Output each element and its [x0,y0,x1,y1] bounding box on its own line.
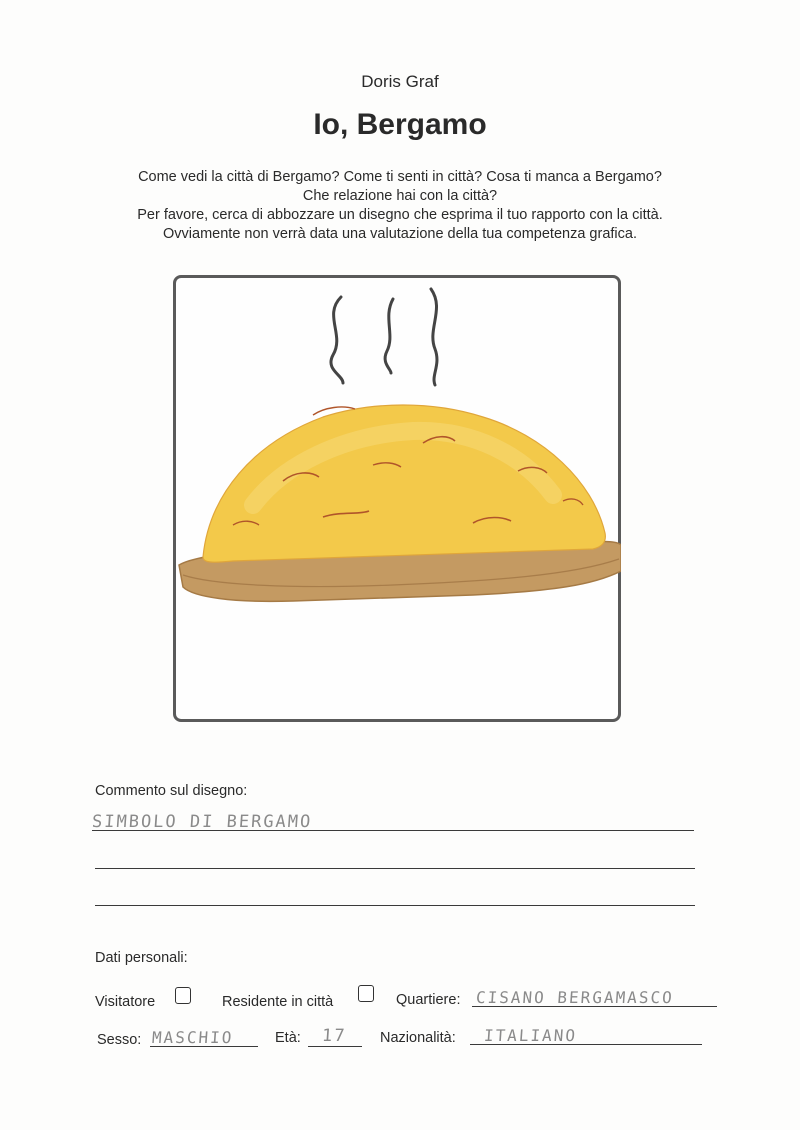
age-answer[interactable]: 17 [321,1026,348,1046]
page-title: Io, Bergamo [313,108,487,141]
comment-label: Commento sul disegno: [95,783,248,799]
age-label: Età: [275,1030,301,1046]
instruction-line: Come vedi la città di Bergamo? Come ti senti in città? Cosa ti manca a Bergamo? [138,169,662,185]
polenta-drawing [173,275,621,722]
district-label: Quartiere: [396,992,461,1008]
visitor-label: Visitatore [95,994,156,1010]
visitor-checkbox[interactable] [175,987,191,1004]
nationality-line [470,1044,702,1045]
comment-line [95,905,695,906]
sex-answer[interactable]: MASCHIO [151,1028,235,1047]
steam-wisp [331,297,343,383]
comment-line [92,830,694,831]
steam-wisp [431,289,437,385]
district-line [472,1006,717,1007]
resident-checkbox[interactable] [358,985,374,1002]
district-answer[interactable]: CISANO BERGAMASCO [475,988,675,1007]
personal-data-label: Dati personali: [95,950,188,966]
nationality-label: Nazionalità: [380,1030,456,1046]
comment-line [95,868,695,869]
instruction-line: Per favore, cerca di abbozzare un disegno che esprima il tuo rapporto con la città. [137,207,663,223]
nationality-answer[interactable]: ITALIANO [483,1026,578,1045]
drawing-frame [173,275,621,722]
instruction-line: Che relazione hai con la città? [302,188,498,204]
comment-answer[interactable]: SIMBOLO DI BERGAMO [91,812,313,832]
age-line [308,1046,362,1047]
resident-label: Residente in città [222,994,334,1010]
sex-label: Sesso: [97,1032,142,1048]
steam-wisp [385,299,393,373]
author-name: Doris Graf [361,72,439,91]
sex-line [150,1046,258,1047]
instruction-line: Ovviamente non verrà data una valutazione della tua competenza grafica. [163,226,637,242]
instructions [60,168,740,244]
